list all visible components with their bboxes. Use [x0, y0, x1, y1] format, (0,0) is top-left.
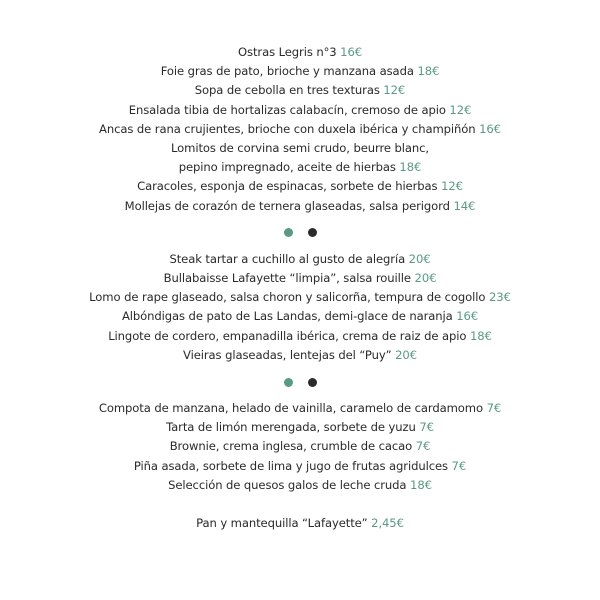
- item-name: Piña asada, sorbete de lima y jugo de frutas agridulces: [133, 458, 448, 473]
- menu-item: [0, 346, 600, 365]
- menu-item: [0, 418, 600, 437]
- menu-item: [0, 269, 600, 288]
- menu-item: [0, 437, 600, 456]
- item-name: Bullabaisse Lafayette “limpia”, salsa rouille: [163, 271, 411, 286]
- item-price: 18€: [410, 477, 432, 492]
- dark-dot-icon: [308, 228, 317, 237]
- item-price: 7€: [486, 401, 502, 416]
- item-price: 12€: [383, 83, 406, 98]
- menu-item: [0, 197, 600, 216]
- item-name: Lomitos de corvina semi crudo, beurre blanc,: [171, 141, 429, 156]
- item-price: 16€: [340, 45, 363, 59]
- desserts-section: [0, 399, 600, 495]
- menu-item: [0, 43, 600, 62]
- item-price: 12€: [449, 102, 472, 117]
- section-divider: [0, 224, 600, 242]
- item-price: 18€: [417, 64, 440, 79]
- item-price: 18€: [399, 160, 422, 175]
- menu-item: [0, 120, 600, 139]
- item-name: Albóndigas de pato de Las Landas, demi-glace de naranja: [121, 309, 453, 324]
- item-price: 20€: [408, 251, 431, 266]
- item-name: Steak tartar a cuchillo al gusto de alegría: [169, 251, 406, 266]
- item-name: Tarta de limón merengada, sorbete de yuzu: [166, 420, 416, 435]
- menu-item: [0, 288, 600, 307]
- item-price: 14€: [453, 198, 476, 213]
- item-name: pepino impregnado, aceite de hierbas: [178, 160, 396, 175]
- item-name: Mollejas de corazón de ternera glaseadas, salsa perigord: [124, 198, 450, 213]
- green-dot-icon: [284, 378, 293, 387]
- item-price: 23€: [489, 290, 511, 305]
- item-name: Lomo de rape glaseado, salsa choron y salicorña, tempura de cogollo: [89, 290, 486, 305]
- menu-item: [0, 101, 600, 120]
- item-price: 7€: [451, 458, 467, 473]
- item-name: Pan y mantequilla “Lafayette”: [196, 516, 368, 531]
- item-price: 16€: [479, 121, 501, 136]
- menu-item: [0, 307, 600, 326]
- menu-item: [0, 158, 600, 177]
- mains-section: [0, 250, 600, 365]
- menu-item: [0, 514, 600, 533]
- item-price: 16€: [456, 309, 479, 324]
- menu-item: [0, 457, 600, 476]
- item-name: Foie gras de pato, brioche y manzana asada: [160, 64, 414, 79]
- menu-item: [0, 399, 600, 418]
- dark-dot-icon: [308, 378, 317, 387]
- item-price: 18€: [469, 328, 492, 343]
- item-name: Compota de manzana, helado de vainilla, caramelo de cardamomo: [98, 401, 483, 416]
- section-divider: [0, 373, 600, 391]
- spacer: [0, 495, 600, 514]
- item-name: Caracoles, esponja de espinacas, sorbete de hierbas: [137, 179, 438, 194]
- item-name: Ancas de rana crujientes, brioche con duxela ibérica y champiñón: [99, 121, 476, 136]
- item-price: 7€: [419, 420, 434, 435]
- item-name: Ensalada tibia de hortalizas calabacín, cremoso de apio: [128, 102, 446, 117]
- item-name: Brownie, crema inglesa, crumble de cacao: [169, 439, 413, 454]
- item-name: Vieiras glaseadas, lentejas del “Puy”: [183, 347, 392, 362]
- green-dot-icon: [284, 228, 293, 237]
- item-price: 12€: [441, 179, 463, 194]
- item-name: Selección de quesos galos de leche cruda: [168, 477, 407, 492]
- menu-item: [0, 62, 600, 81]
- item-name: Sopa de cebolla en tres texturas: [194, 83, 380, 98]
- starters-section: [0, 43, 600, 216]
- menu-item: [0, 177, 600, 196]
- menu-item: [0, 139, 600, 158]
- menu-item: [0, 476, 600, 495]
- item-price: 2,45€: [371, 516, 404, 531]
- menu-item: [0, 327, 600, 346]
- extras-section: [0, 514, 600, 533]
- item-price: 20€: [395, 347, 417, 362]
- item-price: 7€: [415, 439, 431, 454]
- item-price: 20€: [414, 271, 437, 286]
- menu-item: [0, 250, 600, 269]
- menu-item: [0, 81, 600, 100]
- item-name: Ostras Legris n°3: [237, 45, 337, 59]
- item-name: Lingote de cordero, empanadilla ibérica, crema de raiz de apio: [108, 328, 467, 343]
